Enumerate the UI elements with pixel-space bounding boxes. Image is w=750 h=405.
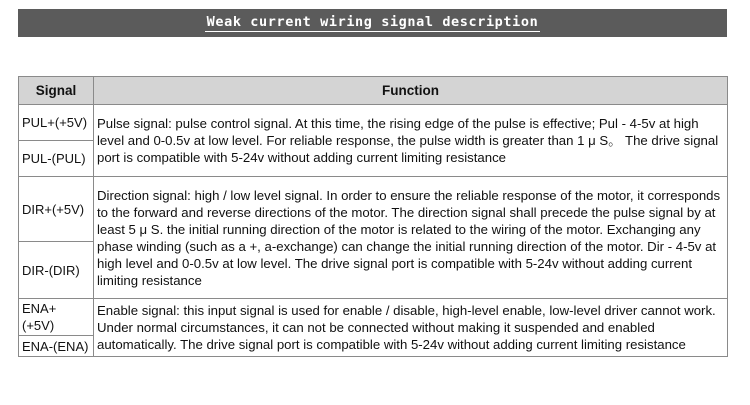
banner-title: Weak current wiring signal description — [206, 14, 539, 30]
signal-table — [18, 76, 728, 357]
table-row — [19, 177, 728, 242]
function-cell-direction: Direction signal: high / low level signal. In order to ensure the reliable response of the motor, it corresponds to the forward and reverse directions of the motor. The direction signal shall precede the pulse signal by at least 5 μ S. the initial running direction of the motor is related to the wiring of the motor. Exchanging any phase winding (such as a +, a-exchange) can change the initial running direction of the motor. Dir - 4-5v at high level and 0-0.5v at low level. The drive signal port is compatible with 5-24v without adding current limiting resistance — [94, 177, 728, 299]
section-banner — [18, 9, 727, 37]
table-row — [19, 105, 728, 141]
signal-cell-ena-minus: ENA-(ENA) — [19, 336, 94, 357]
header-function: Function — [94, 77, 728, 105]
function-cell-pulse: Pulse signal: pulse control signal. At this time, the rising edge of the pulse is effective; Pul - 4-5v at high level and 0-0.5v at low level. For reliable response, the pulse width is greater than 1 μ S。 The drive signal port is compatible with 5-24v without adding current limiting resistance — [94, 105, 728, 177]
table-header-row — [19, 77, 728, 105]
signal-cell-pul-minus: PUL-(PUL) — [19, 141, 94, 177]
header-signal: Signal — [19, 77, 94, 105]
signal-cell-ena-plus: ENA+ (+5V) — [19, 299, 94, 336]
signal-cell-dir-plus: DIR+(+5V) — [19, 177, 94, 242]
function-cell-enable: Enable signal: this input signal is used for enable / disable, high-level enable, low-level driver cannot work. Under normal circumstances, it can not be connected without making it suspended and enabled automatically. The drive signal port is compatible with 5-24v without adding current limiting resistance — [94, 299, 728, 357]
signal-cell-pul-plus: PUL+(+5V) — [19, 105, 94, 141]
signal-cell-dir-minus: DIR-(DIR) — [19, 242, 94, 299]
table-row — [19, 299, 728, 336]
